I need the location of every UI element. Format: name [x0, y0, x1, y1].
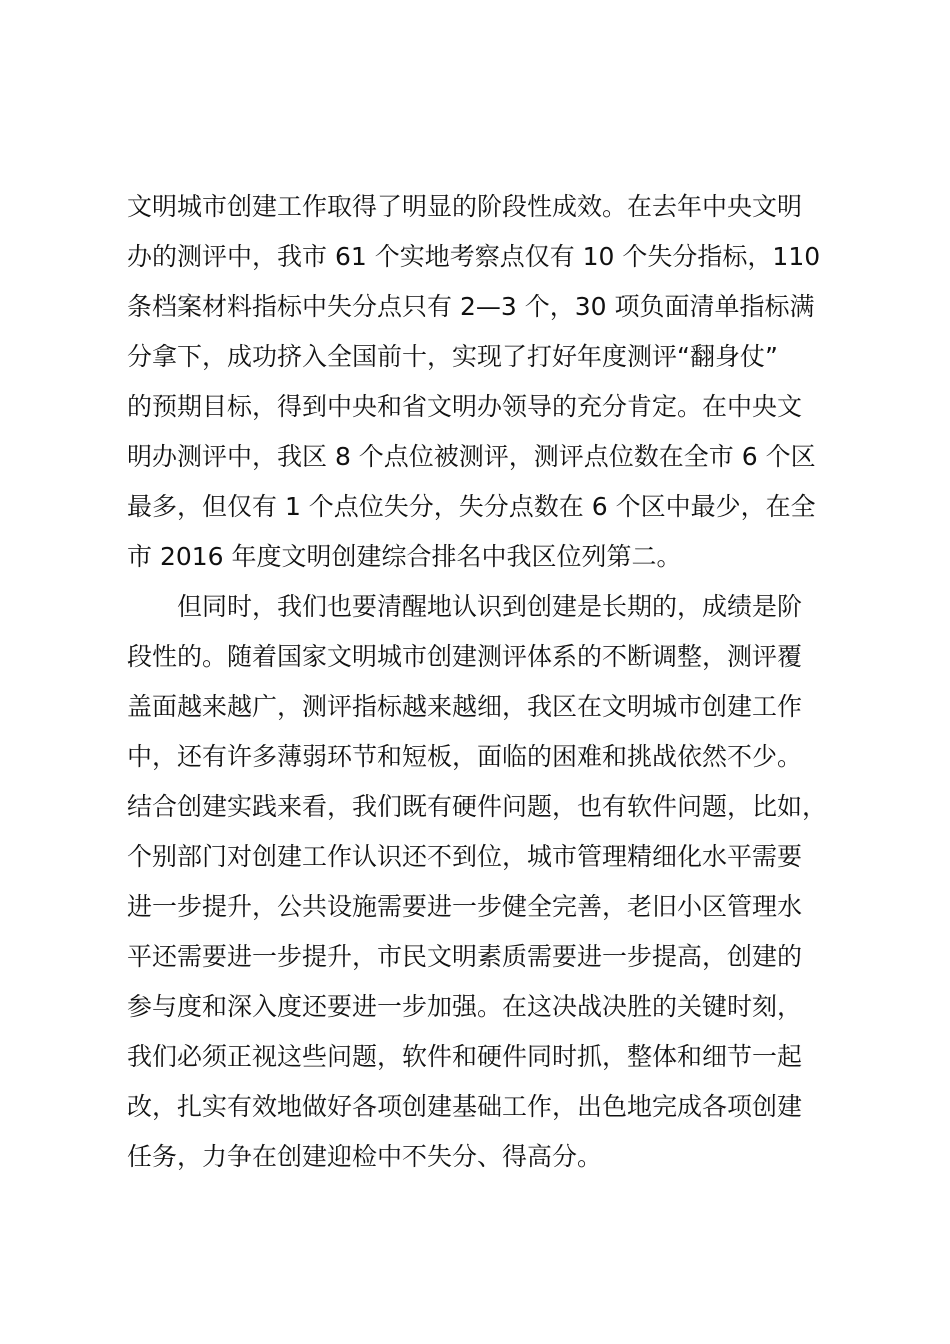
text-line: 文明城市创建工作取得了明显的阶段性成效。在去年中央文明 [127, 192, 803, 221]
text-line: 最多，但仅有 1 个点位失分，失分点数在 6 个区中最少，在全 [127, 492, 816, 521]
text-line: 盖面越来越广，测评指标越来越细，我区在文明城市创建工作 [127, 692, 803, 721]
paragraph-1 [127, 182, 847, 582]
text-line: 中，还有许多薄弱环节和短板，面临的困难和挑战依然不少。 [127, 742, 803, 771]
text-line: 任务，力争在创建迎检中不失分、得高分。 [127, 1142, 603, 1171]
text-line: 但同时，我们也要清醒地认识到创建是长期的，成绩是阶 [177, 592, 803, 621]
text-line: 我们必须正视这些问题，软件和硬件同时抓，整体和细节一起 [127, 1042, 803, 1071]
paragraph-2 [127, 582, 847, 1182]
text-line: 条档案材料指标中失分点只有 2—3 个，30 项负面清单指标满 [127, 292, 815, 321]
text-line: 进一步提升，公共设施需要进一步健全完善，老旧小区管理水 [127, 892, 803, 921]
text-line: 分拿下，成功挤入全国前十，实现了打好年度测评“翻身仗” [127, 342, 778, 371]
text-line: 平还需要进一步提升，市民文明素质需要进一步提高，创建的 [127, 942, 803, 971]
text-line: 市 2016 年度文明创建综合排名中我区位列第二。 [127, 542, 682, 571]
text-line: 办的测评中，我市 61 个实地考察点仅有 10 个失分指标，110 [127, 242, 821, 271]
text-line: 明办测评中，我区 8 个点位被测评，测评点位数在全市 6 个区 [127, 442, 816, 471]
text-line: 改，扎实有效地做好各项创建基础工作，出色地完成各项创建 [127, 1092, 803, 1121]
text-line: 段性的。随着国家文明城市创建测评体系的不断调整，测评覆 [127, 642, 803, 671]
text-line: 结合创建实践来看，我们既有硬件问题，也有软件问题，比如， [127, 792, 828, 821]
document-body [127, 182, 847, 1182]
text-line: 参与度和深入度还要进一步加强。在这决战决胜的关键时刻， [127, 992, 803, 1021]
text-line: 的预期目标，得到中央和省文明办领导的充分肯定。在中央文 [127, 392, 803, 421]
text-line: 个别部门对创建工作认识还不到位，城市管理精细化水平需要 [127, 842, 803, 871]
